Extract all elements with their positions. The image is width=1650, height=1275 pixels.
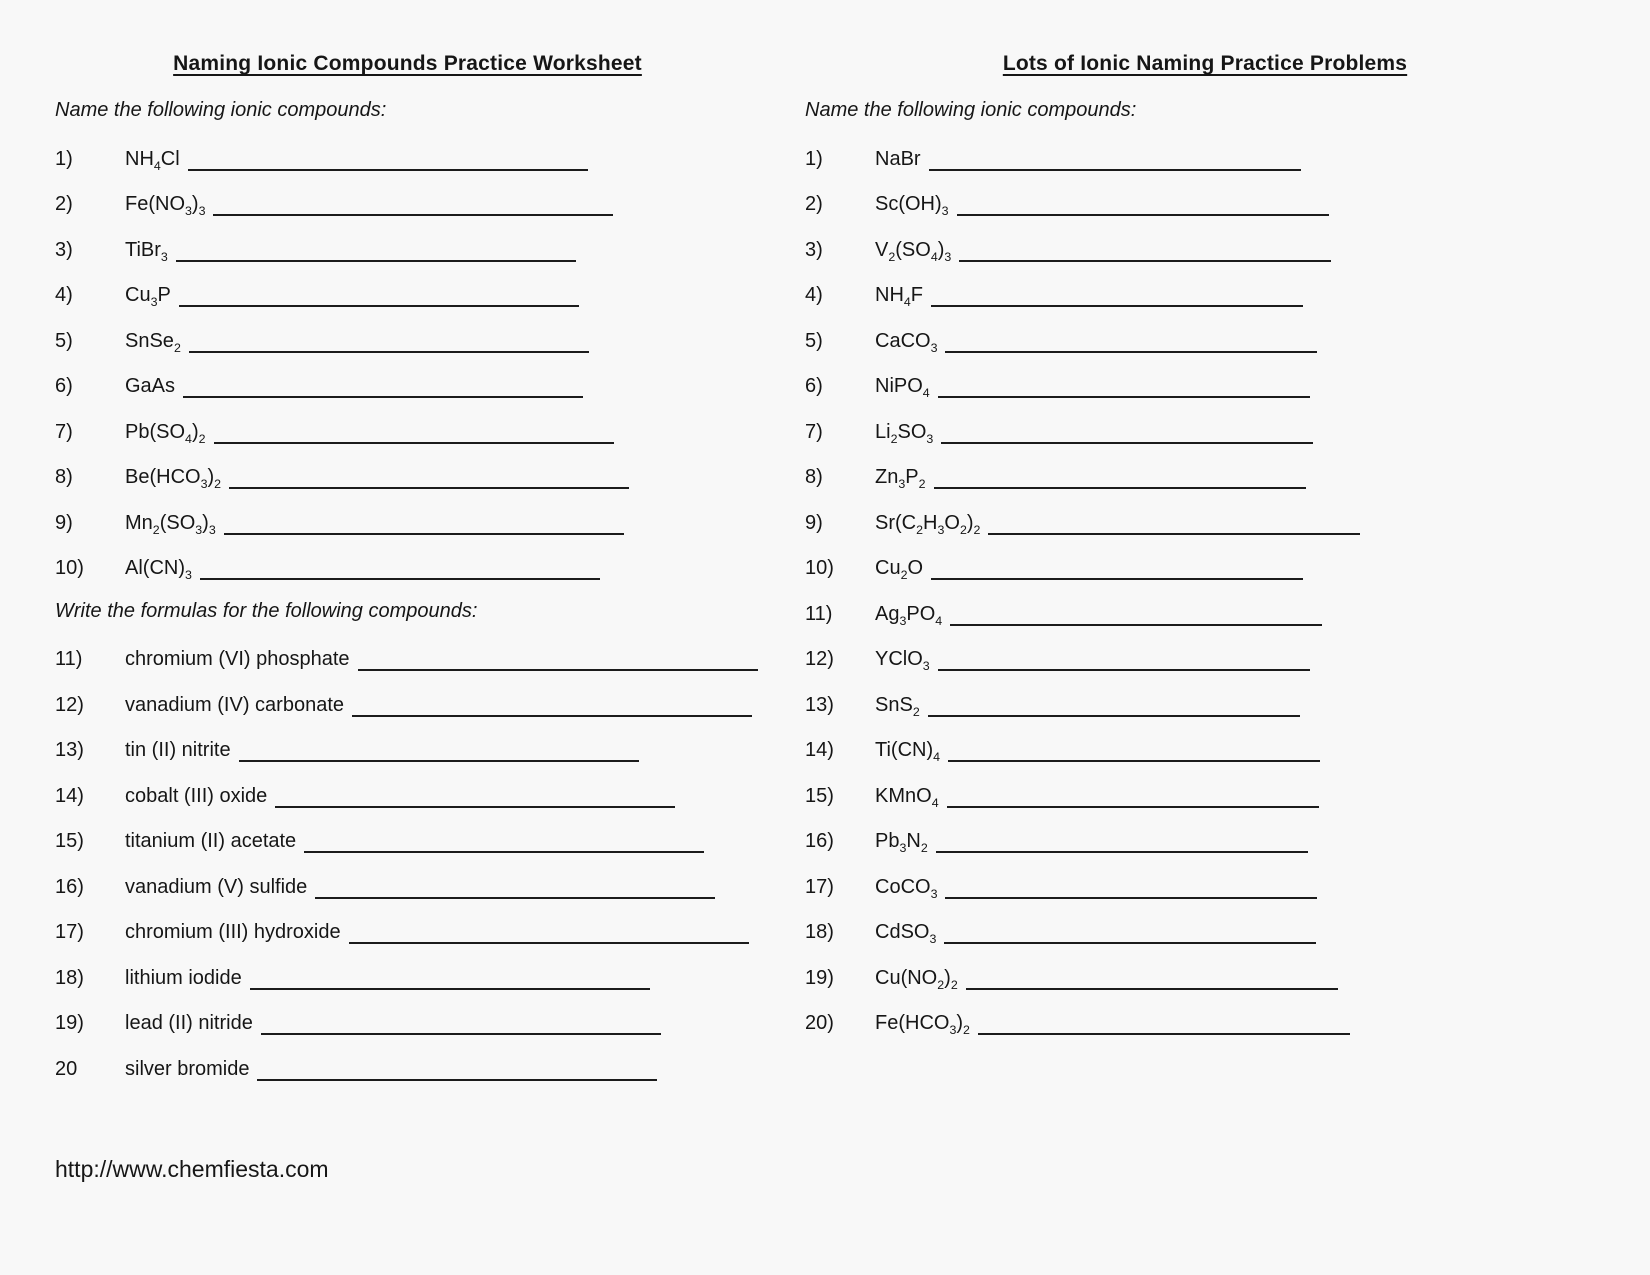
item-compound-formula: $Pb(SO_4)_2$: [125, 420, 206, 446]
item-number: 16): [55, 875, 84, 898]
item-number: 17): [55, 921, 84, 943]
answer-blank[interactable]: [938, 372, 1310, 398]
worksheet-item: [805, 372, 1605, 418]
answer-blank[interactable]: [947, 782, 1319, 808]
worksheet-item: [805, 964, 1605, 1010]
item-compound-formula: $Fe(NO_3)_3$: [125, 193, 206, 218]
item-compound-formula: $Pb_3N_2$: [875, 830, 928, 855]
item-number: 10): [805, 557, 834, 579]
item-number: 20): [805, 1012, 834, 1034]
item-number: 5): [805, 329, 823, 352]
item-number: 10): [55, 557, 84, 579]
worksheet-item: [55, 236, 760, 282]
item-number: 7): [55, 420, 73, 443]
answer-blank[interactable]: [250, 964, 650, 990]
left-worksheet: [55, 52, 760, 1100]
worksheet-item: [55, 964, 760, 1010]
item-compound-formula: SnSe$_2$: [125, 329, 181, 355]
footer-url: http://www.chemfiesta.com: [55, 1156, 329, 1182]
answer-blank[interactable]: [349, 918, 749, 944]
answer-blank[interactable]: [213, 190, 613, 216]
item-number: 13): [805, 693, 834, 716]
answer-blank[interactable]: [941, 418, 1313, 444]
item-number: 19): [805, 966, 834, 989]
item-compound-name: lithium iodide: [125, 966, 242, 989]
item-compound-formula: YClO$_3$: [875, 648, 930, 673]
worksheet-item: [55, 145, 760, 191]
worksheet-item: [805, 782, 1605, 828]
item-number: 2): [55, 193, 73, 215]
answer-blank[interactable]: [179, 281, 579, 307]
item-compound-formula: $Sr(C_2H_3O_2)_2$: [875, 511, 981, 537]
item-compound-name: chromium (III) hydroxide: [125, 921, 341, 943]
answer-blank[interactable]: [183, 372, 583, 398]
worksheet-item: [55, 190, 760, 236]
item-number: 12): [805, 648, 834, 670]
answer-blank[interactable]: [214, 418, 614, 444]
item-compound-formula: $Cu_3P$: [125, 284, 171, 309]
item-compound-formula: $NH_4F$: [875, 284, 924, 309]
answer-blank[interactable]: [257, 1055, 657, 1081]
item-compound-name: cobalt (III) oxide: [125, 784, 268, 807]
item-compound-formula: GaAs: [125, 375, 176, 397]
worksheet-item: [805, 1009, 1605, 1055]
right-name-items: [805, 145, 1605, 1055]
item-number: 18): [55, 966, 84, 989]
item-number: 2): [805, 193, 823, 215]
item-compound-formula: $Mn_2(SO_3)_3$: [125, 511, 216, 537]
item-number: 16): [805, 830, 834, 852]
right-name-section-label: Name the following ionic compounds:: [805, 99, 1137, 121]
item-compound-name: silver bromide: [125, 1057, 250, 1080]
item-number: 11): [805, 602, 833, 625]
left-worksheet-title: Naming Ionic Compounds Practice Worksheet: [173, 52, 642, 75]
worksheet-item: [805, 327, 1605, 373]
answer-blank[interactable]: [224, 509, 624, 535]
item-number: 8): [55, 466, 73, 488]
item-compound-formula: NaBr: [875, 147, 921, 170]
item-compound-formula: $V_2(SO_4)_3$: [875, 238, 952, 264]
item-compound-name: lead (II) nitride: [125, 1012, 253, 1034]
item-number: 18): [805, 921, 834, 943]
item-number: 19): [55, 1012, 84, 1034]
answer-blank[interactable]: [275, 782, 675, 808]
worksheet-item: [805, 554, 1605, 600]
item-compound-formula: $Fe(HCO_3)_2$: [875, 1012, 970, 1037]
item-compound-name: chromium (VI) phosphate: [125, 648, 350, 670]
item-number: 4): [805, 284, 823, 306]
answer-blank[interactable]: [948, 736, 1320, 762]
worksheet-item: [805, 509, 1605, 555]
answer-blank[interactable]: [200, 554, 600, 580]
item-compound-formula: SnS$_2$: [875, 693, 920, 719]
answer-blank[interactable]: [938, 645, 1310, 671]
item-compound-name: tin (II) nitrite: [125, 739, 231, 761]
item-number: 9): [805, 511, 823, 534]
worksheet-item: [55, 645, 760, 691]
worksheet-item: [55, 418, 760, 464]
item-number: 15): [805, 784, 834, 807]
worksheet-item: [805, 918, 1605, 964]
item-compound-name: vanadium (V) sulfide: [125, 875, 308, 898]
worksheet-item: [805, 463, 1605, 509]
worksheet-item: [55, 736, 760, 782]
worksheet-item: [805, 736, 1605, 782]
answer-blank[interactable]: [945, 327, 1317, 353]
answer-blank[interactable]: [945, 873, 1317, 899]
worksheet-item: [805, 281, 1605, 327]
item-compound-formula: $Ti(CN)_4$: [875, 739, 941, 764]
worksheet-item: [55, 327, 760, 373]
answer-blank[interactable]: [959, 236, 1331, 262]
item-compound-formula: CaCO$_3$: [875, 329, 938, 355]
item-number: 12): [55, 693, 84, 716]
answer-blank[interactable]: [176, 236, 576, 262]
item-number: 3): [805, 238, 823, 261]
item-number: 15): [55, 830, 84, 852]
answer-blank[interactable]: [358, 645, 758, 671]
answer-blank[interactable]: [936, 827, 1308, 853]
item-number: 14): [55, 784, 84, 807]
item-number: 17): [805, 875, 834, 898]
worksheet-item: [805, 190, 1605, 236]
worksheet-item: [805, 691, 1605, 737]
left-formula-section-label: Write the formulas for the following compounds:: [55, 599, 478, 622]
answer-blank[interactable]: [978, 1009, 1350, 1035]
worksheet-item: [55, 873, 760, 919]
item-number: 6): [805, 375, 823, 397]
answer-blank[interactable]: [352, 691, 752, 717]
item-number: 8): [805, 466, 823, 488]
worksheet-item: [805, 600, 1605, 646]
item-compound-name: vanadium (IV) carbonate: [125, 693, 345, 716]
worksheet-item: [55, 782, 760, 828]
right-worksheet-title: Lots of Ionic Naming Practice Problems: [1002, 52, 1408, 75]
item-compound-formula: $Cu(NO_2)_2$: [875, 966, 958, 992]
right-worksheet: [805, 52, 1605, 1100]
worksheet-item: [805, 418, 1605, 464]
item-compound-formula: $Zn_3P_2$: [875, 466, 926, 491]
answer-blank[interactable]: [929, 145, 1301, 171]
worksheet-item: [805, 236, 1605, 282]
answer-blank[interactable]: [229, 463, 629, 489]
answer-blank[interactable]: [944, 918, 1316, 944]
worksheet-item: [55, 827, 760, 873]
answer-blank[interactable]: [957, 190, 1329, 216]
worksheet-item: [55, 1055, 760, 1101]
answer-blank[interactable]: [934, 463, 1306, 489]
answer-blank[interactable]: [928, 691, 1300, 717]
item-number: 1): [55, 147, 73, 170]
answer-blank[interactable]: [966, 964, 1338, 990]
item-number: 6): [55, 375, 73, 397]
item-compound-formula: TiBr$_3$: [125, 238, 168, 264]
item-compound-name: titanium (II) acetate: [125, 830, 297, 852]
worksheet-item: [55, 918, 760, 964]
item-compound-formula: $Be(HCO_3)_2$: [125, 466, 222, 491]
item-compound-formula: NiPO$_4$: [875, 375, 930, 400]
item-number: 1): [805, 147, 823, 170]
answer-blank[interactable]: [188, 145, 588, 171]
worksheet-item: [805, 145, 1605, 191]
worksheet-item: [805, 827, 1605, 873]
worksheet-item: [805, 645, 1605, 691]
item-number: 7): [805, 420, 823, 443]
worksheet-item: [55, 372, 760, 418]
answer-blank[interactable]: [239, 736, 639, 762]
item-compound-formula: KMnO$_4$: [875, 784, 939, 810]
item-number: 9): [55, 511, 73, 534]
item-number: 11): [55, 648, 83, 670]
worksheet-item: [55, 463, 760, 509]
worksheet-item: [805, 873, 1605, 919]
item-compound-formula: $Cu_2O$: [875, 557, 924, 582]
item-number: 14): [805, 739, 834, 761]
worksheet-item: [55, 1009, 760, 1055]
answer-blank[interactable]: [261, 1009, 661, 1035]
item-compound-formula: $Al(CN)_3$: [125, 557, 192, 582]
item-number: 3): [55, 238, 73, 261]
item-compound-formula: $Li_2SO_3$: [875, 420, 934, 446]
answer-blank[interactable]: [931, 281, 1303, 307]
worksheet-item: [55, 554, 760, 600]
worksheet-item: [55, 691, 760, 737]
item-compound-formula: $Sc(OH)_3$: [875, 193, 949, 218]
item-number: 13): [55, 739, 84, 761]
worksheet-item: [55, 509, 760, 555]
item-number: 5): [55, 329, 73, 352]
answer-blank[interactable]: [304, 827, 704, 853]
answer-blank[interactable]: [315, 873, 715, 899]
answer-blank[interactable]: [950, 600, 1322, 626]
worksheet-item: [55, 281, 760, 327]
item-compound-formula: CdSO$_3$: [875, 921, 937, 946]
item-number: 20: [55, 1057, 78, 1080]
left-name-items: [55, 145, 760, 600]
answer-blank[interactable]: [931, 554, 1303, 580]
item-compound-formula: $Ag_3PO_4$: [875, 602, 943, 628]
item-compound-formula: CoCO$_3$: [875, 875, 938, 901]
left-formula-items: [55, 645, 760, 1100]
answer-blank[interactable]: [189, 327, 589, 353]
answer-blank[interactable]: [988, 509, 1360, 535]
item-number: 4): [55, 284, 73, 306]
item-compound-formula: $NH_4Cl$: [125, 147, 180, 173]
left-name-section-label: Name the following ionic compounds:: [55, 99, 387, 121]
